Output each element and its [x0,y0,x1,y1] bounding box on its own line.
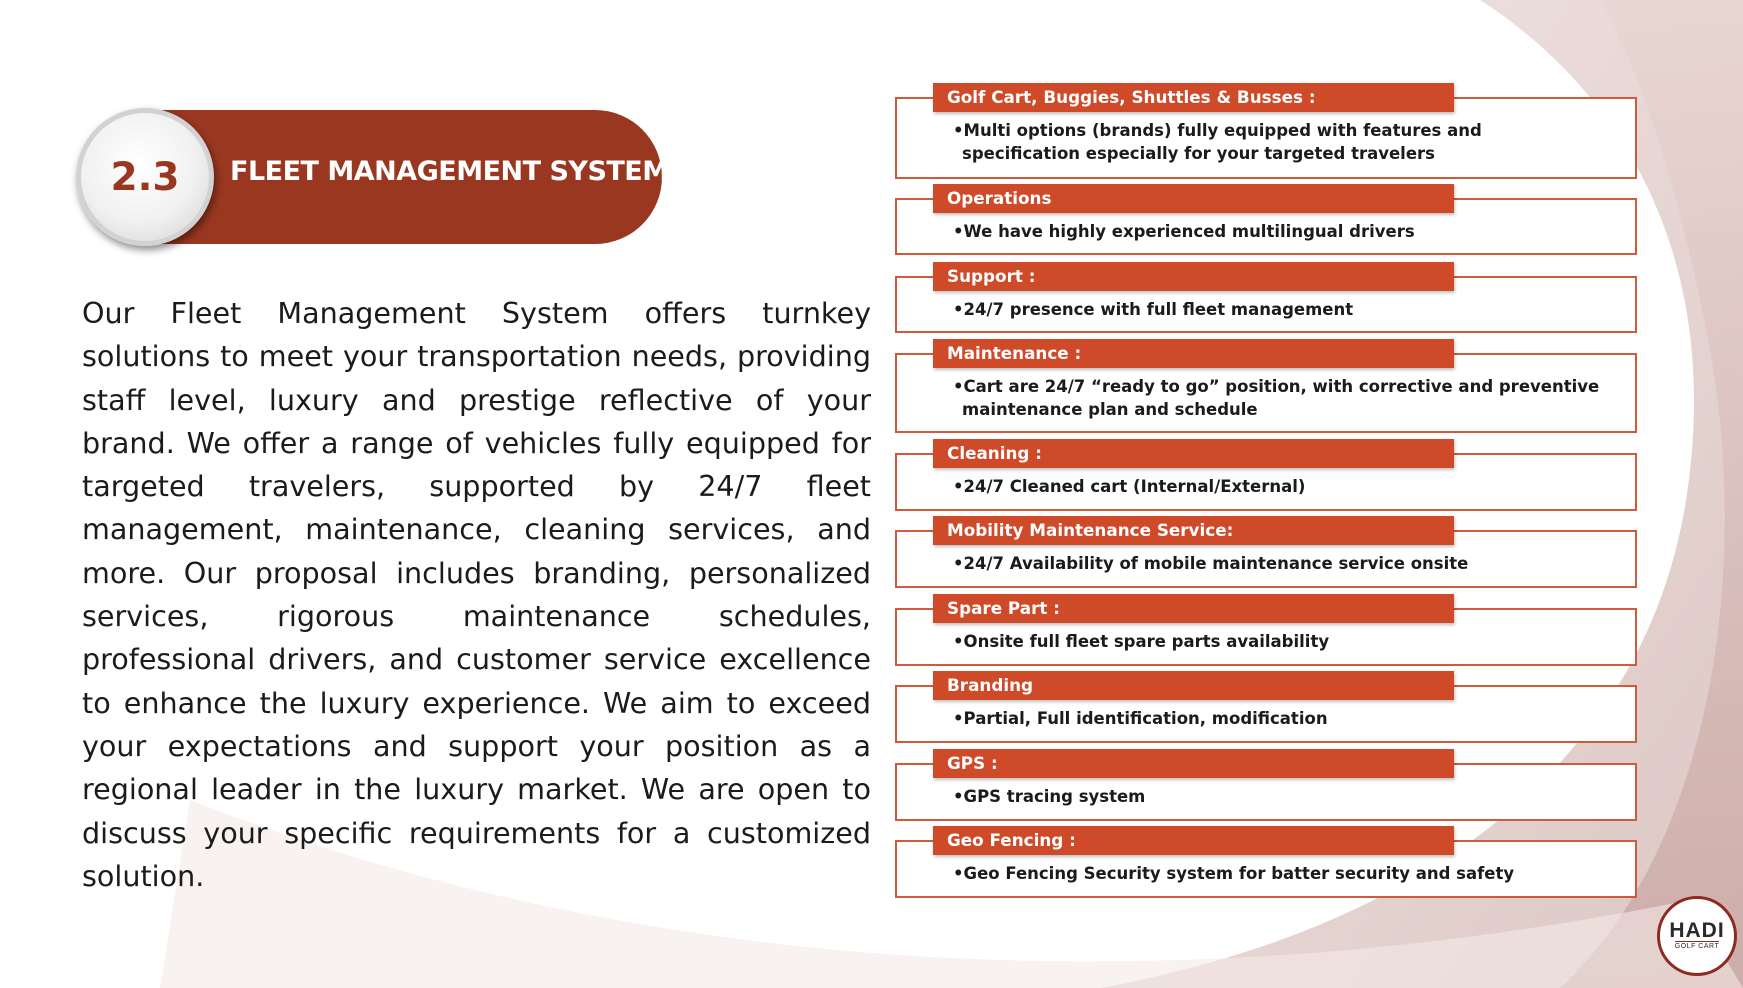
feature-item: •Onsite full fleet spare parts availability [953,632,1330,651]
feature-heading: Cleaning : [933,439,1454,468]
feature-card-vehicles [895,83,1637,179]
feature-item: •24/7 Availability of mobile maintenance service onsite [953,554,1469,573]
feature-heading: Geo Fencing : [933,826,1454,855]
feature-heading: Golf Cart, Buggies, Shuttles & Busses : [933,83,1454,112]
feature-card-mobility [895,516,1637,588]
feature-card-spare-part [895,594,1637,666]
feature-card-branding [895,671,1637,743]
logo-name: HADI [1669,919,1725,942]
feature-item: •We have highly experienced multilingual drivers [953,222,1415,241]
feature-item: •24/7 Cleaned cart (Internal/External) [953,477,1306,496]
feature-heading: Mobility Maintenance Service: [933,516,1454,545]
feature-card-support [895,262,1637,333]
feature-heading: Branding [933,671,1454,700]
feature-card-geo-fencing [895,826,1637,898]
feature-heading: GPS : [933,749,1454,778]
feature-heading: Spare Part : [933,594,1454,623]
feature-item: •Geo Fencing Security system for batter security and safety [953,864,1515,883]
logo-subtitle: GOLF CART [1674,943,1720,950]
feature-item: •Partial, Full identification, modification [953,709,1328,728]
feature-item: •GPS tracing system [953,787,1146,806]
feature-heading: Maintenance : [933,339,1454,368]
section-number-badge [76,108,214,246]
feature-card-maintenance [895,339,1637,433]
feature-card-cleaning [895,439,1637,511]
brand-logo [1657,896,1737,976]
section-title: FLEET MANAGEMENT SYSTEM [230,156,669,187]
feature-item: •24/7 presence with full fleet management [953,300,1354,319]
feature-heading: Support : [933,262,1454,291]
feature-card-operations [895,184,1637,255]
feature-item: •Multi options (brands) fully equipped with features and specification especially for your targeted travelers [953,121,1482,163]
body-paragraph: Our Fleet Management System offers turnkey solutions to meet your transportation needs, providing staff level, luxury and prestige reflective of your brand. We offer a range of vehicles fully equipped for targeted travelers, supported by 24/7 fleet management, maintenance, cleaning services, and more. Our proposal includes branding, personalized services, rigorous maintenance schedules, professional drivers, and customer service excellence to enhance the luxury experience. We aim to exceed your expectations and support your position as a regional leader in the luxury market. We are open to discuss your specific requirements for a customized solution. [82,296,871,893]
feature-item: •Cart are 24/7 “ready to go” position, with corrective and preventive maintenance plan and schedule [953,377,1600,419]
section-number: 2.3 [110,154,180,200]
feature-card-gps [895,749,1637,821]
feature-heading: Operations [933,184,1454,213]
